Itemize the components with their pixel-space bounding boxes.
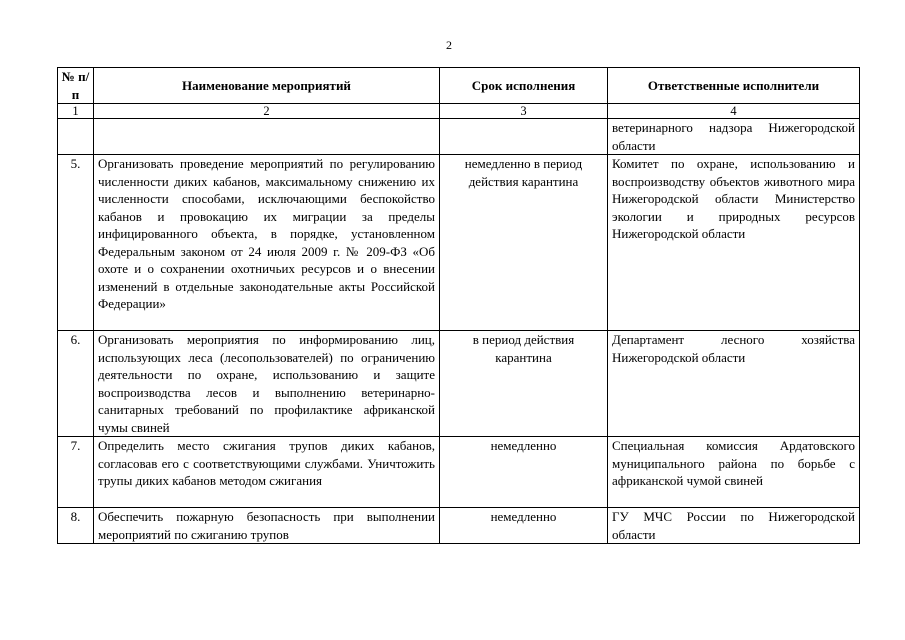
responsible: Департамент лесного хозяйства Нижегородской области <box>608 331 860 437</box>
header-responsible: Ответственные исполнители <box>608 68 860 104</box>
deadline: немедленно в период действия карантина <box>440 155 608 331</box>
column-number: 1 <box>58 104 94 119</box>
responsible: Комитет по охране, использованию и воспроизводству объектов животного мира Нижегородской области Министерство экологии и природных ресурсов Нижегородской области <box>608 155 860 331</box>
row-number: 6. <box>58 331 94 437</box>
responsible: Специальная комиссия Ардатовского муниципального района по борьбе с африканской чумой свиней <box>608 437 860 508</box>
measures-table <box>57 67 860 544</box>
row-number: 7. <box>58 437 94 508</box>
table-header-row <box>58 68 860 104</box>
table-row <box>58 508 860 544</box>
row-number <box>58 119 94 155</box>
measure-name <box>94 119 440 155</box>
measure-name: Организовать мероприятия по информированию лиц, использующих леса (лесопользователей) по ограничению деятельности по охране, использованию и защите воспроизводства лесов и выполнению ветеринарно-санитарных требований по профилактике африканской чумы свиней <box>94 331 440 437</box>
row-number: 5. <box>58 155 94 331</box>
column-number-row <box>58 104 860 119</box>
table-row <box>58 155 860 331</box>
measure-name: Определить место сжигания трупов диких кабанов, согласовав его с соответствующими службами. Уничтожить трупы диких кабанов методом сжигания <box>94 437 440 508</box>
table-row <box>58 119 860 155</box>
measure-name: Организовать проведение мероприятий по регулированию численности диких кабанов, максимальному снижению их численности способами, исключающими беспокойство кабанов и провокацию их миграции за пределы инфицированного объекта, в порядке, установленном Федеральным законом от 24 июля 2009 г. № 209-ФЗ «Об охоте и о сохранении охотничьих ресурсов и о внесении изменений в отдельные законодательные акты Российской Федерации» <box>94 155 440 331</box>
header-deadline: Срок исполнения <box>440 68 608 104</box>
header-number: № п/п <box>58 68 94 104</box>
table-row <box>58 331 860 437</box>
column-number: 2 <box>94 104 440 119</box>
deadline: в период действия карантина <box>440 331 608 437</box>
page-number: 2 <box>446 38 452 52</box>
row-number: 8. <box>58 508 94 544</box>
column-number: 3 <box>440 104 608 119</box>
deadline: немедленно <box>440 437 608 508</box>
measure-name: Обеспечить пожарную безопасность при выполнении мероприятий по сжиганию трупов <box>94 508 440 544</box>
responsible: ГУ МЧС России по Нижегородской области <box>608 508 860 544</box>
header-name: Наименование мероприятий <box>94 68 440 104</box>
deadline: немедленно <box>440 508 608 544</box>
table-row <box>58 437 860 508</box>
responsible: ветеринарного надзора Нижегородской области <box>608 119 860 155</box>
column-number: 4 <box>608 104 860 119</box>
deadline <box>440 119 608 155</box>
